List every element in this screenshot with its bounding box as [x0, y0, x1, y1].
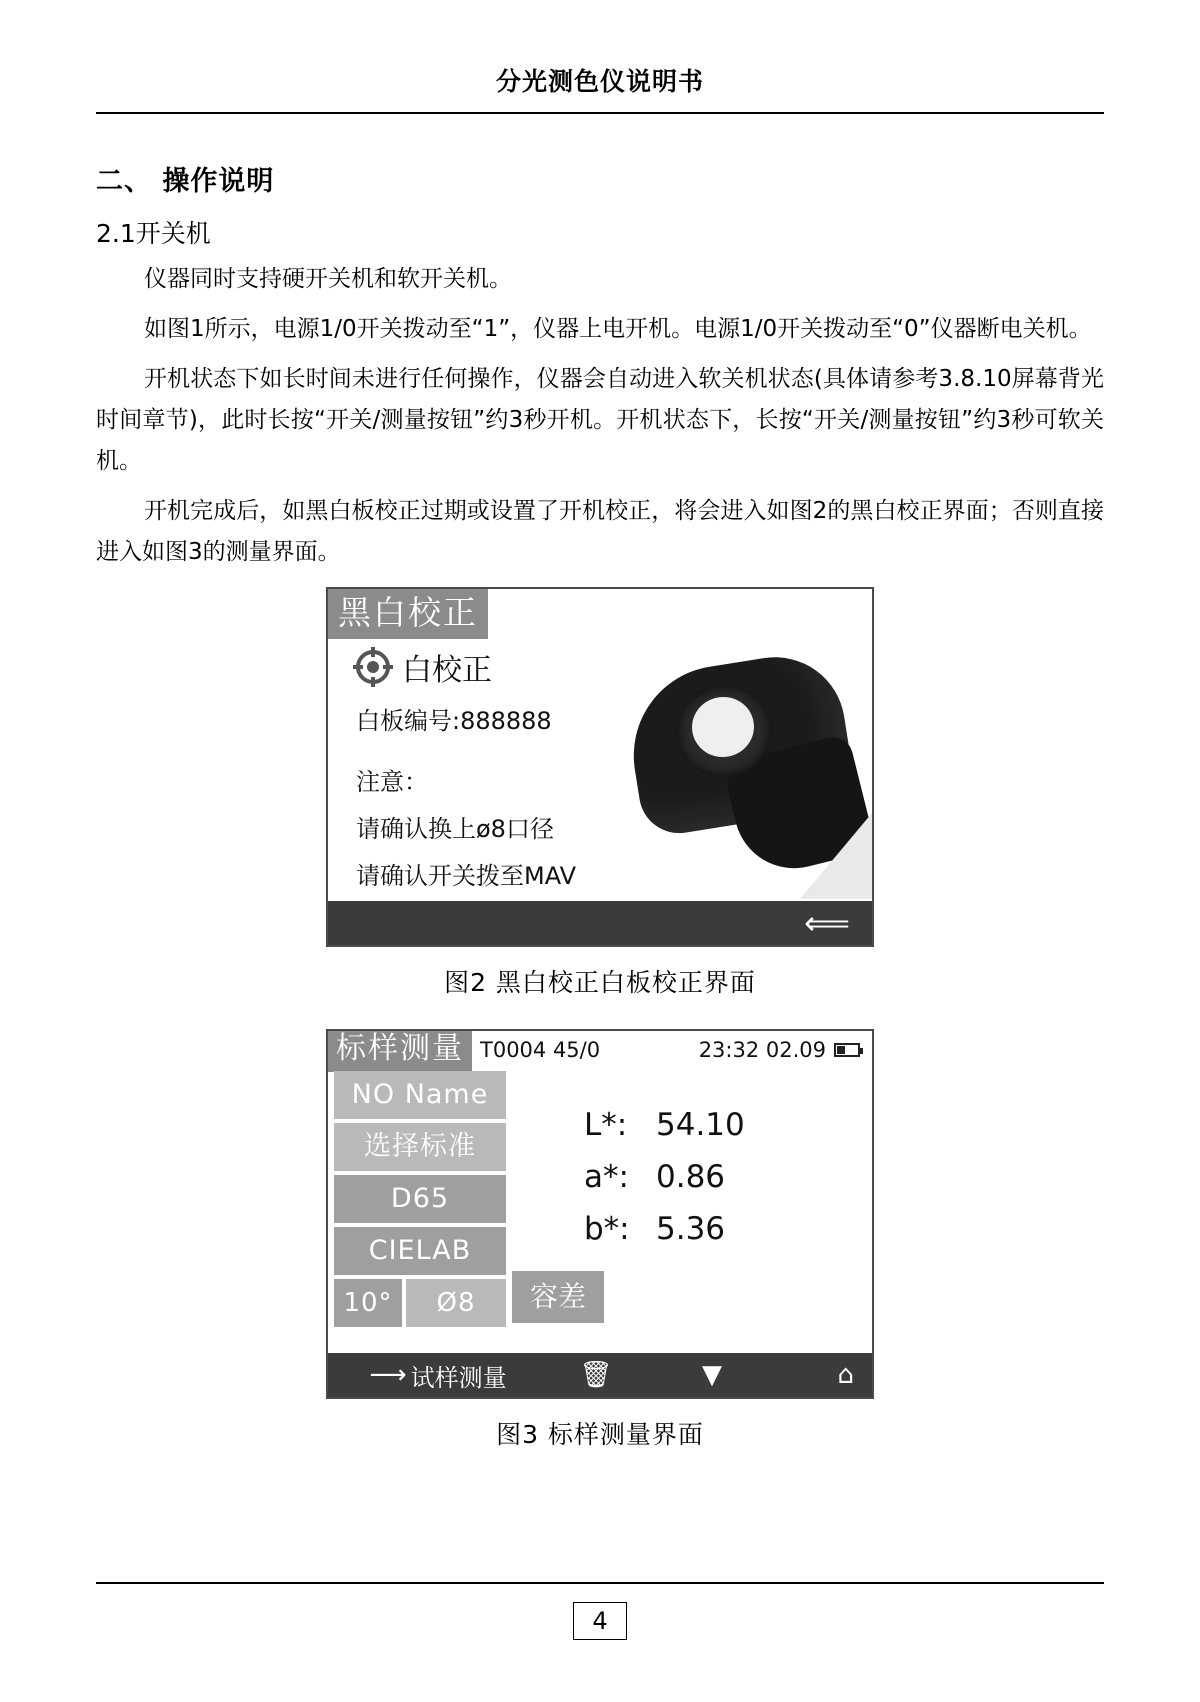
calibration-screen-mockup	[326, 587, 874, 947]
select-standard-button[interactable]: 选择标准	[334, 1123, 506, 1171]
value-number: 0.86	[656, 1159, 726, 1195]
notice-line: 请确认开关拨至MAV	[356, 862, 577, 890]
home-button[interactable]	[837, 1362, 872, 1388]
value-label: a*:	[584, 1159, 629, 1195]
document-header: 分光测色仪说明书	[495, 67, 704, 96]
measurement-bottom-buttons	[334, 1279, 506, 1327]
scroll-down-button[interactable]	[654, 1362, 770, 1388]
page-number	[0, 1602, 1200, 1640]
target-icon	[356, 650, 390, 684]
figure-3-caption: 图3 标样测量界面	[496, 1420, 704, 1449]
notice-label: 注意：	[356, 768, 428, 796]
illuminant-button[interactable]: D65	[334, 1175, 506, 1223]
figure-2-caption: 图2 黑白校正白板校正界面	[444, 968, 756, 997]
header-divider	[96, 112, 1104, 114]
triangle-down-icon: ▼	[702, 1360, 722, 1390]
trash-icon: 🗑	[579, 1360, 613, 1390]
back-arrow-icon[interactable]: ⟸	[804, 904, 850, 942]
battery-icon	[834, 1043, 860, 1057]
value-label: L*:	[584, 1107, 628, 1143]
paragraph: 开机完成后，如黑白板校正过期或设置了开机校正，将会进入如图2的黑白校正界面；否则直接进入如图3的测量界面。	[96, 498, 1104, 565]
measurement-footer-bar	[328, 1353, 872, 1397]
figure-2	[96, 587, 1104, 999]
observer-angle-button[interactable]: 10°	[334, 1279, 402, 1327]
measurement-values	[584, 1099, 745, 1255]
value-number: 5.36	[656, 1211, 726, 1247]
sample-measure-button[interactable]	[328, 1358, 538, 1393]
paragraph: 仪器同时支持硬开关机和软开关机。	[144, 266, 512, 292]
paragraph: 开机状态下如长时间未进行任何操作，仪器会自动进入软关机状态(具体请参考3.8.10屏幕背光时间章节)，此时长按“开关/测量按钮”约3秒开机。开机状态下，长按“开关/测量按钮”约3秒可软关机。	[96, 366, 1104, 474]
calibration-body	[356, 645, 681, 938]
footer-divider	[96, 1582, 1104, 1584]
measurement-screen-title: 标样测量	[328, 1029, 472, 1072]
calibration-footer-bar	[328, 901, 872, 945]
white-plate-number: 白板编号:888888	[356, 707, 552, 735]
arrow-right-icon: ⟶	[369, 1360, 407, 1390]
subsection-title: 2.1开关机	[96, 219, 211, 248]
value-label: b*:	[584, 1211, 630, 1247]
tolerance-button[interactable]: 容差	[512, 1271, 604, 1323]
sample-measure-label: 试样测量	[410, 1363, 507, 1392]
sample-name-button[interactable]: NO Name	[334, 1071, 506, 1119]
sample-id-label: T0004 45/0	[480, 1038, 601, 1062]
measurement-screen-mockup	[326, 1029, 874, 1399]
white-calibration-label: 白校正	[402, 653, 492, 688]
clock-label: 23:32 02.09	[698, 1038, 826, 1062]
status-area	[699, 1038, 872, 1062]
measurement-main	[328, 1069, 872, 1357]
delete-button[interactable]	[538, 1362, 654, 1388]
white-calibration-row	[356, 645, 681, 689]
measurement-left-buttons	[334, 1071, 506, 1327]
measurement-topbar	[328, 1031, 872, 1069]
value-row	[584, 1151, 745, 1203]
aperture-button[interactable]: Ø8	[406, 1279, 506, 1327]
value-row	[584, 1203, 745, 1255]
value-row	[584, 1099, 745, 1151]
calibration-screen-title: 黑白校正	[328, 589, 488, 639]
color-space-button[interactable]: CIELAB	[334, 1227, 506, 1275]
paragraph: 如图1所示，电源1/0开关拨动至“1”，仪器上电开机。电源1/0开关拨动至“0”仪器断电关机。	[144, 316, 1092, 342]
page-number-value: 4	[573, 1602, 626, 1640]
figure-3	[96, 1029, 1104, 1451]
notice-line: 请确认换上ø8口径	[356, 815, 554, 843]
home-icon: ⌂	[837, 1360, 854, 1390]
value-number: 54.10	[656, 1107, 745, 1143]
section-title: 二、 操作说明	[96, 166, 275, 197]
